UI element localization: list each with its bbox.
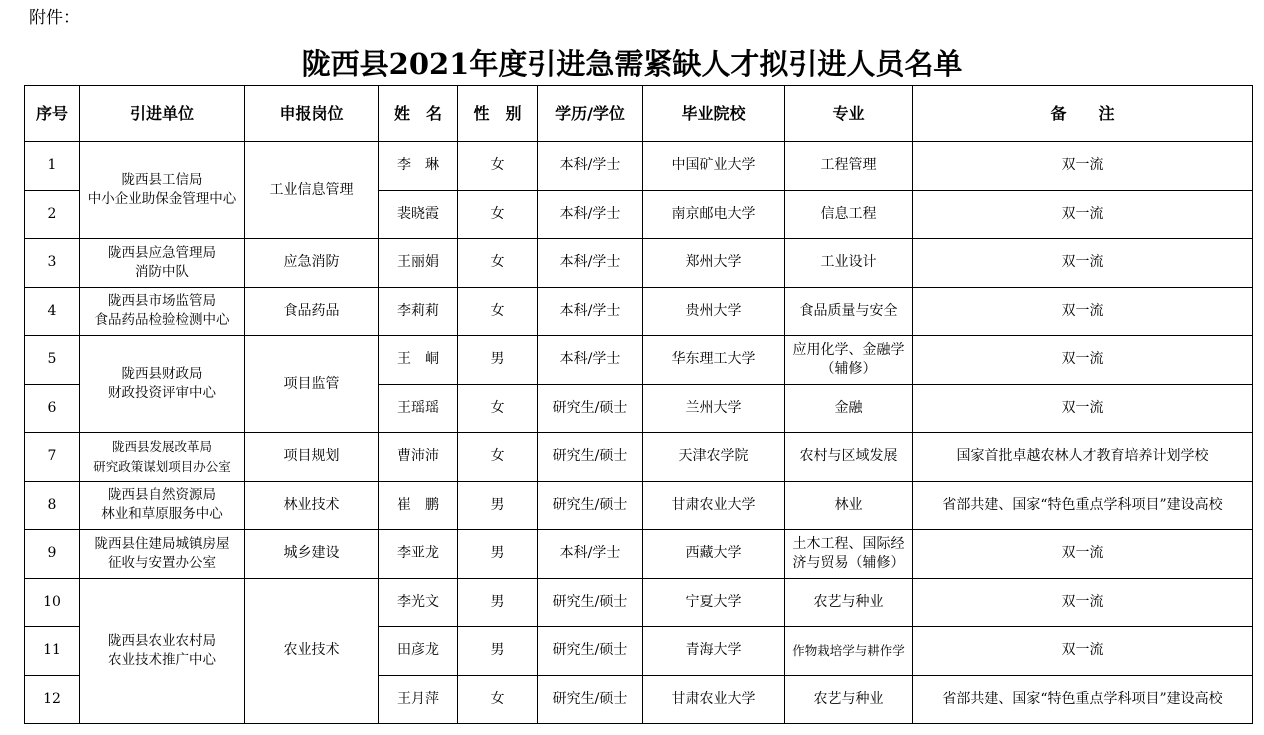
cell-unit [80,287,245,336]
cell-no: 2 [25,190,80,239]
unit-text: 陇西县发展改革局 研究政策谋划项目办公室 [93,438,231,474]
cell-post: 农业技术 [245,578,379,724]
cell-name: 王丽娟 [379,239,458,288]
cell-degree: 本科/学士 [538,336,643,385]
cell-note: 双一流 [913,287,1253,336]
cell-degree: 本科/学士 [538,239,643,288]
cell-name: 王月萍 [379,675,458,724]
cell-no: 8 [25,481,80,530]
cell-degree: 研究生/硕士 [538,578,643,627]
cell-post: 项目监管 [245,336,379,433]
table-row [25,336,1253,385]
cell-gender: 男 [458,530,538,579]
cell-name: 王 峒 [379,336,458,385]
cell-post: 林业技术 [245,481,379,530]
unit-text: 陇西县农业农村局 农业技术推广中心 [108,632,216,668]
table-row [25,530,1253,579]
cell-major: 农艺与种业 [785,675,913,724]
cell-degree: 研究生/硕士 [538,384,643,433]
cell-major [785,336,913,385]
personnel-table [24,85,1253,724]
table-row [25,481,1253,530]
cell-gender: 男 [458,481,538,530]
unit-text: 陇西县工信局 中小企业助保金管理中心 [87,172,237,207]
cell-no: 12 [25,675,80,724]
cell-major: 林业 [785,481,913,530]
cell-note: 双一流 [913,530,1253,579]
cell-name: 李光文 [379,578,458,627]
cell-degree: 本科/学士 [538,142,643,191]
header-post: 申报岗位 [245,86,379,142]
cell-no: 9 [25,530,80,579]
cell-name: 王瑶瑶 [379,384,458,433]
cell-gender: 女 [458,287,538,336]
cell-note: 国家首批卓越农林人才教育培养计划学校 [913,433,1253,482]
cell-major: 金融 [785,384,913,433]
header-gender: 性 别 [458,86,538,142]
cell-post: 应急消防 [245,239,379,288]
cell-post: 食品药品 [245,287,379,336]
header-school: 毕业院校 [643,86,785,142]
cell-post: 项目规划 [245,433,379,482]
cell-name: 李亚龙 [379,530,458,579]
cell-major: 农艺与种业 [785,578,913,627]
major-text: 应用化学、金融学 （辅修） [792,341,905,377]
unit-text: 陇西县自然资源局 林业和草原服务中心 [101,487,223,523]
cell-major: 信息工程 [785,190,913,239]
cell-no: 3 [25,239,80,288]
cell-unit [80,433,245,482]
cell-name: 曹沛沛 [379,433,458,482]
attachment-label: 附件： [29,8,80,28]
cell-name: 裴晓霞 [379,190,458,239]
cell-school: 天津农学院 [643,433,785,482]
cell-no: 1 [25,142,80,191]
cell-school: 西藏大学 [643,530,785,579]
cell-unit [80,142,245,239]
cell-note: 双一流 [913,384,1253,433]
unit-text: 陇西县应急管理局 消防中队 [108,244,216,280]
cell-note: 双一流 [913,336,1253,385]
header-note: 备 注 [913,86,1253,142]
cell-degree: 本科/学士 [538,190,643,239]
cell-name: 崔 鹏 [379,481,458,530]
table-row [25,578,1253,627]
cell-degree: 研究生/硕士 [538,675,643,724]
cell-no: 6 [25,384,80,433]
cell-school: 南京邮电大学 [643,190,785,239]
cell-school: 中国矿业大学 [643,142,785,191]
table-row [25,433,1253,482]
cell-school: 郑州大学 [643,239,785,288]
cell-major: 工程管理 [785,142,913,191]
cell-school: 兰州大学 [643,384,785,433]
cell-gender: 女 [458,239,538,288]
cell-major: 作物栽培学与耕作学 [785,627,913,676]
cell-major [785,530,913,579]
header-degree: 学历/学位 [538,86,643,142]
table-row [25,239,1253,288]
cell-gender: 女 [458,190,538,239]
cell-name: 李莉莉 [379,287,458,336]
cell-major: 工业设计 [785,239,913,288]
cell-unit [80,336,245,433]
cell-degree: 研究生/硕士 [538,433,643,482]
cell-school: 青海大学 [643,627,785,676]
major-text: 土木工程、国际经 济与贸易（辅修） [792,535,905,571]
cell-school: 贵州大学 [643,287,785,336]
cell-major: 食品质量与安全 [785,287,913,336]
table-row [25,287,1253,336]
document-title: 陇西县2021年度引进急需紧缺人才拟引进人员名单 [301,47,963,81]
cell-degree: 研究生/硕士 [538,627,643,676]
cell-no: 7 [25,433,80,482]
cell-name: 李 琳 [379,142,458,191]
header-major: 专业 [785,86,913,142]
cell-note: 双一流 [913,627,1253,676]
cell-note: 双一流 [913,239,1253,288]
cell-post: 城乡建设 [245,530,379,579]
cell-major: 农村与区域发展 [785,433,913,482]
cell-gender: 男 [458,578,538,627]
cell-school: 华东理工大学 [643,336,785,385]
cell-school: 甘肃农业大学 [643,675,785,724]
cell-note: 双一流 [913,190,1253,239]
cell-unit [80,481,245,530]
unit-text: 陇西县市场监管局 食品药品检验检测中心 [94,293,230,329]
cell-gender: 女 [458,675,538,724]
cell-gender: 男 [458,627,538,676]
table-header-row [25,86,1253,142]
cell-no: 5 [25,336,80,385]
table-row [25,142,1253,191]
cell-note: 省部共建、国家“特色重点学科项目”建设高校 [913,481,1253,530]
cell-degree: 本科/学士 [538,530,643,579]
cell-gender: 女 [458,384,538,433]
cell-gender: 男 [458,336,538,385]
header-name: 姓 名 [379,86,458,142]
cell-degree: 本科/学士 [538,287,643,336]
cell-unit [80,239,245,288]
unit-text: 陇西县住建局城镇房屋 征收与安置办公室 [94,535,230,571]
cell-no: 10 [25,578,80,627]
cell-name: 田彦龙 [379,627,458,676]
cell-note: 省部共建、国家“特色重点学科项目”建设高校 [913,675,1253,724]
cell-school: 宁夏大学 [643,578,785,627]
unit-text: 陇西县财政局 财政投资评审中心 [108,366,216,401]
header-unit: 引进单位 [80,86,245,142]
cell-unit [80,530,245,579]
cell-unit [80,578,245,724]
cell-note: 双一流 [913,142,1253,191]
cell-degree: 研究生/硕士 [538,481,643,530]
header-no: 序号 [25,86,80,142]
cell-no: 4 [25,287,80,336]
cell-gender: 女 [458,433,538,482]
cell-school: 甘肃农业大学 [643,481,785,530]
cell-gender: 女 [458,142,538,191]
cell-post: 工业信息管理 [245,142,379,239]
cell-no: 11 [25,627,80,676]
cell-note: 双一流 [913,578,1253,627]
